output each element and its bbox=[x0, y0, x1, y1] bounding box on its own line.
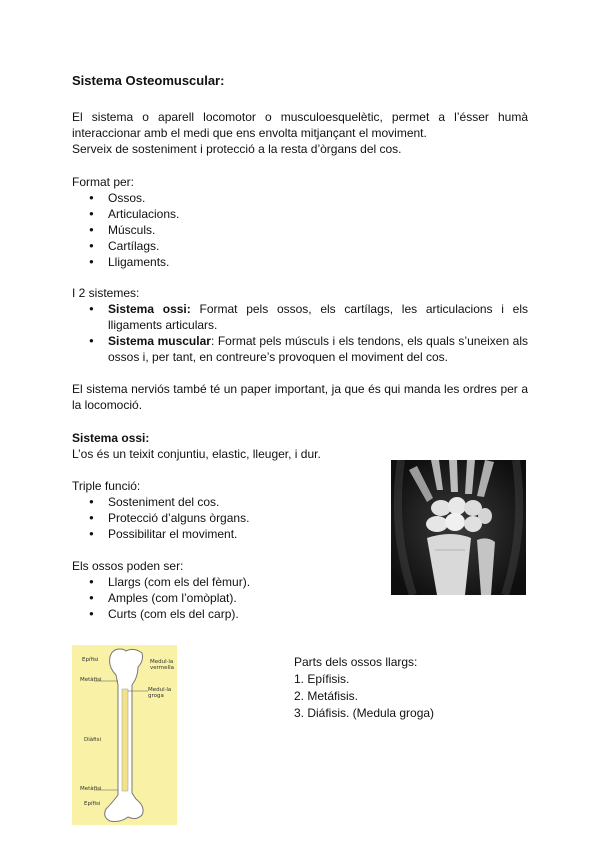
ossi-heading: Sistema ossi: bbox=[72, 431, 150, 445]
femur-drawing bbox=[72, 645, 177, 825]
list-item: ● Possibilitar el moviment. bbox=[72, 526, 372, 542]
list-item: ● Articulacions. bbox=[72, 206, 528, 222]
long-bone-diagram bbox=[72, 645, 177, 825]
format-list bbox=[72, 190, 528, 270]
system-ossi-text: Format pels ossos, els cartílags, les articulacions i els lligaments articulars. bbox=[108, 302, 528, 332]
list-item: ● Amples (com l’omòplat). bbox=[72, 590, 372, 606]
intro-text-1: El sistema o aparell locomotor o musculoesquelètic, permet a l’ésser humà interaccionar amb el medi que ens envolta mitjançant el moviment. bbox=[72, 110, 528, 140]
types-heading: Els ossos poden ser: bbox=[72, 559, 184, 573]
list-item: ● Ossos. bbox=[72, 190, 528, 206]
function-list bbox=[72, 494, 372, 542]
parts-heading: Parts dels ossos llargs: bbox=[294, 655, 418, 669]
ossi-section bbox=[72, 430, 372, 622]
list-item bbox=[72, 333, 528, 365]
nervous-paragraph: El sistema nerviós també té un paper important, ja que és qui manda les ordres per a la locomoció. bbox=[72, 382, 528, 412]
format-heading: Format per: bbox=[72, 175, 135, 189]
label-metafisi-top: Metàfisi bbox=[80, 677, 102, 683]
intro-paragraph bbox=[72, 109, 528, 157]
page-title: Sistema Osteomuscular: bbox=[72, 73, 225, 88]
ossi-description: L’os és un teixit conjuntiu, elastic, lleuger, i dur. bbox=[72, 447, 321, 461]
list-item: ● Músculs. bbox=[72, 222, 528, 238]
label-metafisi-bottom: Metàfisi bbox=[80, 786, 102, 792]
wrist-xray-image bbox=[391, 460, 526, 595]
label-diafisi: Diàfisi bbox=[84, 737, 101, 743]
systems-section bbox=[72, 285, 528, 365]
list-item bbox=[72, 301, 528, 333]
format-section bbox=[72, 174, 528, 270]
label-medulla-vermella: Medul·la vermella bbox=[150, 659, 174, 671]
label-epifisi-top: Epífisi bbox=[82, 657, 99, 663]
label-epifisi-bottom: Epífisi bbox=[84, 801, 101, 807]
list-item: ● Protecció d’alguns òrgans. bbox=[72, 510, 372, 526]
systems-list bbox=[72, 301, 528, 365]
parts-item: 2. Metáfisis. bbox=[294, 689, 359, 703]
function-heading: Triple funció: bbox=[72, 479, 141, 493]
intro-text-2: Serveix de sosteniment i protecció a la resta d’òrgans del cos. bbox=[72, 142, 402, 156]
long-bone-parts bbox=[294, 654, 434, 722]
system-muscular-text: : Format pels músculs i els tendons, els quals s’uneixen als ossos i, per tant, en contreure’s provoquen el moviment del cos. bbox=[108, 334, 529, 364]
systems-heading: I 2 sistemes: bbox=[72, 286, 140, 300]
list-item: ● Sosteniment del cos. bbox=[72, 494, 372, 510]
label-medulla-groga: Medul·la groga bbox=[148, 687, 172, 699]
system-ossi-label: Sistema ossi: bbox=[108, 302, 191, 316]
types-list bbox=[72, 574, 372, 622]
list-item: ● Cartílags. bbox=[72, 238, 528, 254]
list-item: ● Lligaments. bbox=[72, 254, 528, 270]
xray-drawing bbox=[391, 460, 526, 595]
system-muscular-label: Sistema muscular bbox=[108, 334, 211, 348]
list-item: ● Curts (com els del carp). bbox=[72, 606, 372, 622]
parts-item: 1. Epífisis. bbox=[294, 672, 350, 686]
list-item: ● Llargs (com els del fèmur). bbox=[72, 574, 372, 590]
parts-item: 3. Diáfisis. (Medula groga) bbox=[294, 706, 435, 720]
